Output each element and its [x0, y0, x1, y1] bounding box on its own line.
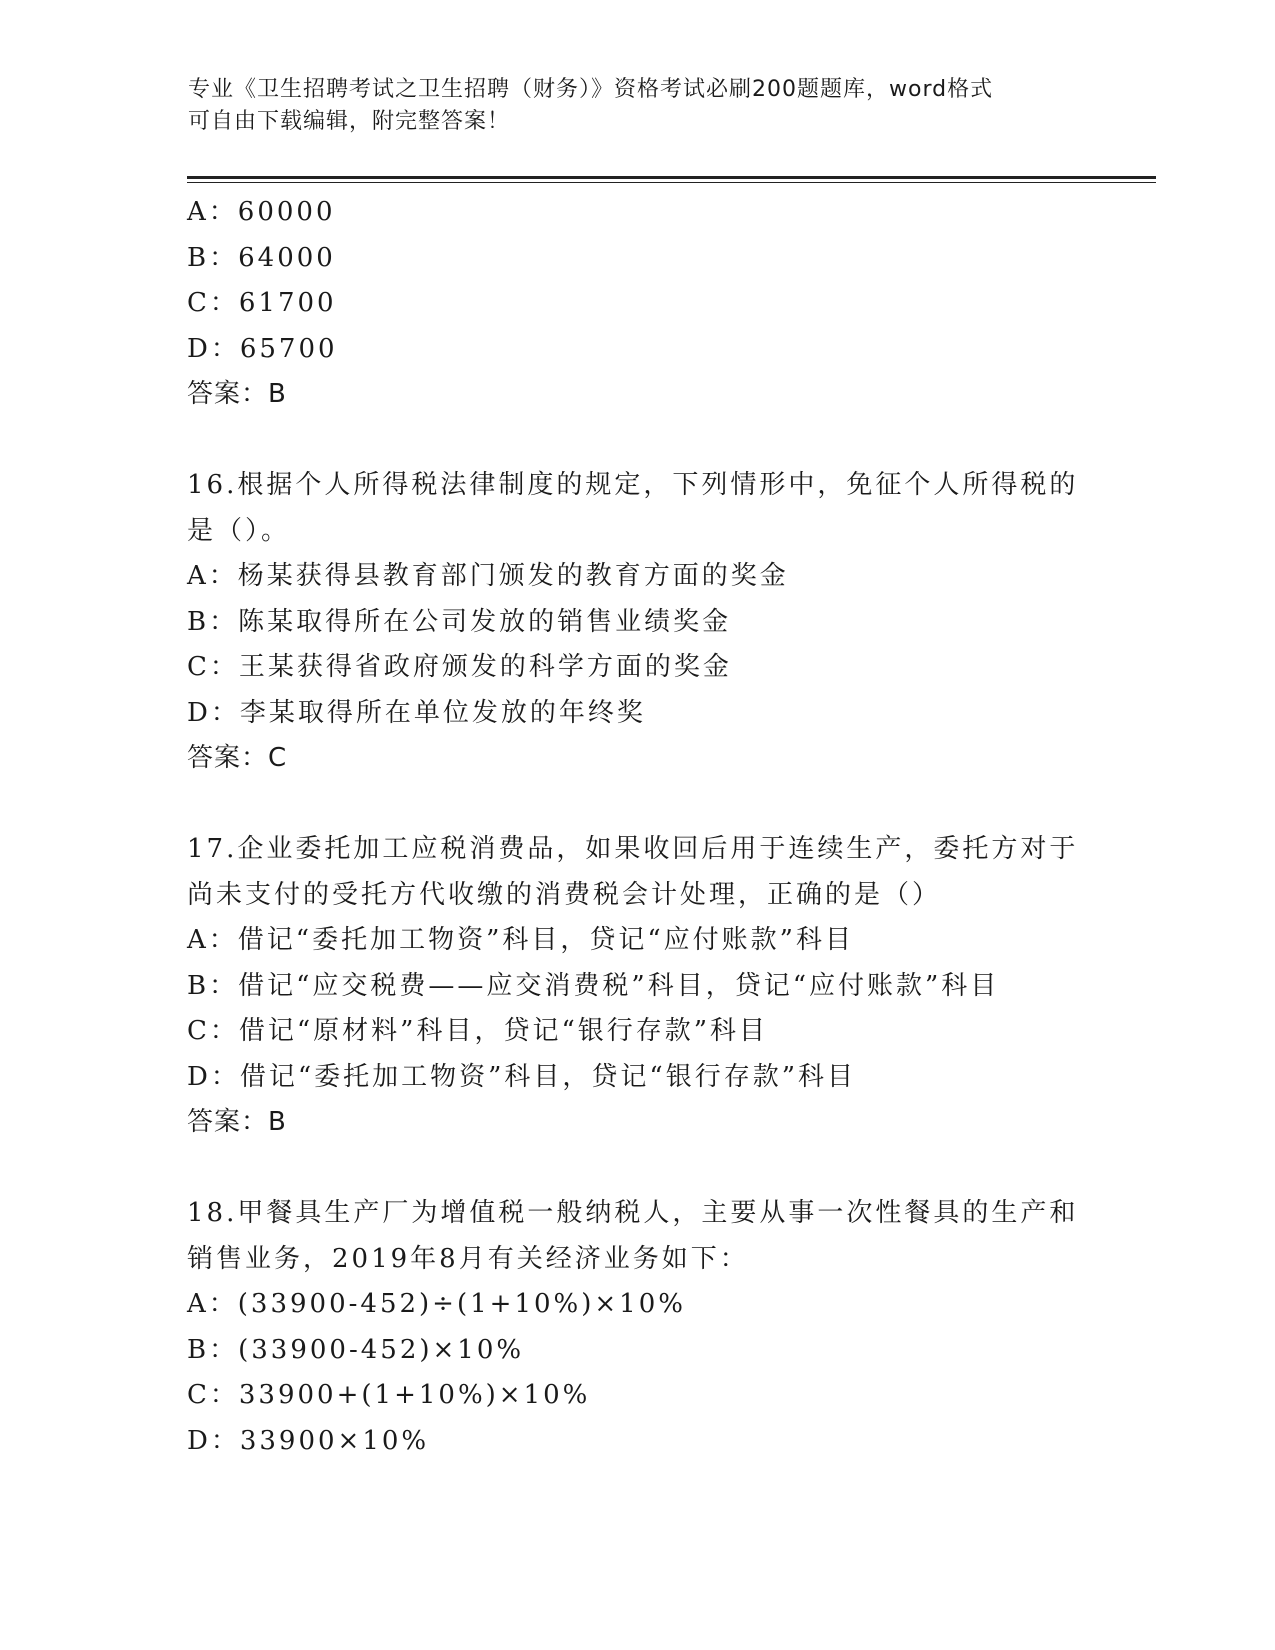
question-17	[187, 827, 1147, 1146]
question-stem-line-1: 16.根据个人所得税法律制度的规定，下列情形中，免征个人所得税的	[187, 470, 1079, 500]
answer-line: 答案：B	[187, 1107, 287, 1137]
option-b: B：64000	[187, 242, 336, 273]
document-header	[188, 74, 1088, 138]
question-list	[187, 190, 1147, 1464]
question-18	[187, 1191, 1147, 1464]
question-stem-line-2: 是（）。	[187, 515, 291, 546]
spacer	[187, 418, 1147, 464]
option-b: B：(33900-452)×10%	[187, 1334, 525, 1365]
option-b: B：借记“应交税费——应交消费税”科目，贷记“应付账款”科目	[187, 970, 1000, 1001]
question-stem-line-2: 尚未支付的受托方代收缴的消费税会计处理，正确的是（）	[187, 879, 942, 910]
option-c: C：王某获得省政府颁发的科学方面的奖金	[187, 652, 732, 682]
question-15	[187, 190, 1147, 418]
header-line-1: 专业《卫生招聘考试之卫生招聘（财务）》资格考试必刷200题题库，word格式	[188, 77, 994, 102]
option-c: C：61700	[187, 288, 337, 318]
option-d: D：李某取得所在单位发放的年终奖	[187, 697, 646, 728]
question-stem-line-1: 18.甲餐具生产厂为增值税一般纳税人，主要从事一次性餐具的生产和	[187, 1198, 1079, 1228]
option-c: C：借记“原材料”科目，贷记“银行存款”科目	[187, 1016, 769, 1046]
option-d: D：65700	[187, 333, 338, 364]
spacer	[187, 782, 1147, 828]
option-c: C：33900+(1+10%)×10%	[187, 1380, 591, 1410]
option-a: A：(33900-452)÷(1+10%)×10%	[187, 1289, 686, 1319]
answer-line: 答案：C	[187, 743, 288, 773]
option-a: A：60000	[187, 197, 336, 227]
option-d: D：33900×10%	[187, 1425, 430, 1456]
option-b: B：陈某取得所在公司发放的销售业绩奖金	[187, 606, 732, 637]
option-a: A：借记“委托加工物资”科目，贷记“应付账款”科目	[187, 925, 854, 955]
answer-line: 答案：B	[187, 379, 287, 409]
spacer	[187, 1146, 1147, 1192]
question-16	[187, 463, 1147, 782]
header-divider-thick	[187, 176, 1156, 179]
header-line-2: 可自由下载编辑，附完整答案！	[188, 109, 511, 134]
question-stem-line-1: 17.企业委托加工应税消费品，如果收回后用于连续生产，委托方对于	[187, 834, 1079, 864]
question-stem-line-2: 销售业务，2019年8月有关经济业务如下：	[187, 1243, 749, 1274]
header-divider-thin	[187, 182, 1156, 183]
option-d: D：借记“委托加工物资”科目，贷记“银行存款”科目	[187, 1061, 857, 1092]
option-a: A：杨某获得县教育部门颁发的教育方面的奖金	[187, 561, 789, 591]
